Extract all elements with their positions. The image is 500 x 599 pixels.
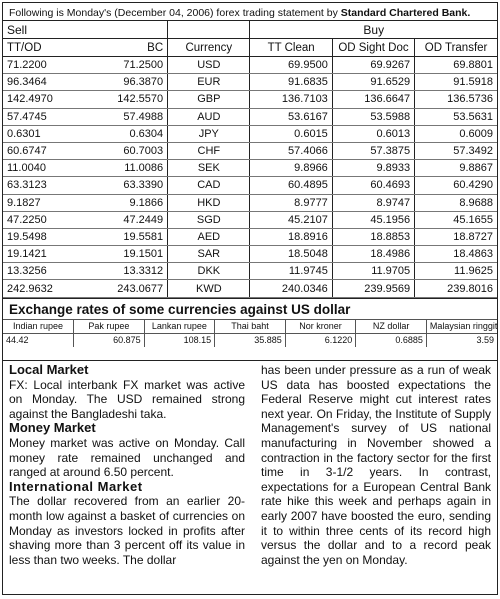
table-cell: 239.8016	[415, 280, 497, 297]
column-header: OD Sight Doc	[332, 39, 414, 57]
table-row	[3, 108, 497, 125]
money-market-heading: Money Market	[9, 420, 96, 436]
table-cell: 18.4986	[332, 246, 414, 263]
table-cell: 45.1655	[415, 211, 497, 228]
table-row	[3, 91, 497, 108]
table-cell: AUD	[168, 108, 250, 125]
table-cell: EUR	[168, 74, 250, 91]
table-cell: 9.8867	[415, 160, 497, 177]
table-cell: 243.0677	[85, 280, 167, 297]
forex-statement	[2, 2, 498, 595]
table-cell: 9.1866	[85, 194, 167, 211]
international-market-continuation: has been under pressure as a run of weak US data has boosted expectations the Federal Reserve might cut interest rates next year. On Friday, the Institute of Supply Management's survey of US national manufacturing in November showed a contraction in the factory sector for the first time in 3-1/2 years. In contrast, expectations for a European Central Bank rate hike this week and perhaps again in early 2007 have boosted the euro, sending it to within three cents of its record high versus the dollar and to a record peak against the yen on Monday.	[261, 363, 491, 567]
exchange-rates-title: Exchange rates of some currencies against US dollar	[3, 298, 497, 319]
table-cell: DKK	[168, 263, 250, 280]
table-cell: 19.1501	[85, 246, 167, 263]
exchange-currency-label: Pak rupee	[74, 319, 145, 333]
table-cell: 0.6013	[332, 125, 414, 142]
table-cell: 13.3256	[3, 263, 85, 280]
exchange-currency-label: Lankan rupee	[144, 319, 215, 333]
table-cell: 11.0040	[3, 160, 85, 177]
table-cell: 47.2449	[85, 211, 167, 228]
table-cell: 53.6167	[250, 108, 332, 125]
table-cell: 63.3390	[85, 177, 167, 194]
exchange-rate-value: 44.42	[3, 333, 74, 347]
exchange-value-row	[3, 333, 497, 347]
exchange-rate-value: 3.59	[426, 333, 497, 347]
forex-table-body	[3, 57, 497, 298]
table-cell: 9.1827	[3, 194, 85, 211]
table-cell: 19.5581	[85, 228, 167, 245]
exchange-currency-label: Nor kroner	[285, 319, 356, 333]
table-cell: 0.6009	[415, 125, 497, 142]
table-cell: 18.8853	[332, 228, 414, 245]
exchange-rates-table	[3, 319, 497, 347]
exchange-rate-value: 0.6885	[356, 333, 427, 347]
table-cell: 47.2250	[3, 211, 85, 228]
table-cell: SGD	[168, 211, 250, 228]
table-row	[3, 211, 497, 228]
exchange-currency-label: Malaysian ringgit	[426, 319, 497, 333]
table-cell: 57.3875	[332, 142, 414, 159]
exchange-currency-label: NZ dollar	[356, 319, 427, 333]
table-row	[3, 263, 497, 280]
table-cell: 45.2107	[250, 211, 332, 228]
table-cell: 11.9745	[250, 263, 332, 280]
table-cell: 11.9705	[332, 263, 414, 280]
table-cell: 60.6747	[3, 142, 85, 159]
forex-table	[3, 21, 497, 298]
table-row	[3, 177, 497, 194]
table-cell: 142.5570	[85, 91, 167, 108]
table-cell: 0.6301	[3, 125, 85, 142]
table-cell: 57.4066	[250, 142, 332, 159]
table-cell: 71.2200	[3, 57, 85, 74]
sell-buy-header-row	[3, 21, 497, 39]
table-cell: 69.8801	[415, 57, 497, 74]
table-cell: 18.5048	[250, 246, 332, 263]
table-cell: GBP	[168, 91, 250, 108]
news-right-column	[261, 363, 491, 567]
table-cell: 57.3492	[415, 142, 497, 159]
table-cell: 142.4970	[3, 91, 85, 108]
table-cell: 11.9625	[415, 263, 497, 280]
table-row	[3, 57, 497, 74]
table-cell: SAR	[168, 246, 250, 263]
bank-name: Standard Chartered Bank.	[340, 7, 471, 19]
table-cell: 18.8916	[250, 228, 332, 245]
table-cell: 136.7103	[250, 91, 332, 108]
table-cell: 8.9777	[250, 194, 332, 211]
table-cell: 91.6529	[332, 74, 414, 91]
table-cell: 8.9747	[332, 194, 414, 211]
table-cell: 0.6304	[85, 125, 167, 142]
table-cell: JPY	[168, 125, 250, 142]
sell-label: Sell	[3, 21, 168, 39]
table-cell: 63.3123	[3, 177, 85, 194]
money-market-text: Money market was active on Monday. Call money rate remained unchanged and ranged at around 6.50 percent.	[9, 435, 245, 480]
table-cell: CAD	[168, 177, 250, 194]
exchange-rate-value: 60.875	[74, 333, 145, 347]
table-cell: 91.6835	[250, 74, 332, 91]
table-cell: 240.0346	[250, 280, 332, 297]
header-text: Following is Monday's (December 04, 2006) forex trading statement by	[9, 7, 338, 19]
table-cell: 0.6015	[250, 125, 332, 142]
table-cell: 69.9267	[332, 57, 414, 74]
table-cell: SEK	[168, 160, 250, 177]
table-cell: 11.0086	[85, 160, 167, 177]
table-cell: 69.9500	[250, 57, 332, 74]
exchange-currency-label: Indian rupee	[3, 319, 74, 333]
column-header: OD Transfer	[415, 39, 497, 57]
exchange-rate-value: 108.15	[144, 333, 215, 347]
table-cell: 136.5736	[415, 91, 497, 108]
table-row	[3, 246, 497, 263]
table-row	[3, 125, 497, 142]
table-cell: 9.8933	[332, 160, 414, 177]
table-cell: 53.5988	[332, 108, 414, 125]
local-market-heading: Local Market	[9, 362, 89, 377]
news-left-column	[9, 363, 245, 567]
buy-label: Buy	[250, 21, 497, 39]
table-row	[3, 142, 497, 159]
table-cell: 57.4988	[85, 108, 167, 125]
table-cell: 242.9632	[3, 280, 85, 297]
column-header: TT Clean	[250, 39, 332, 57]
blank-cell	[168, 21, 250, 39]
table-cell: 239.9569	[332, 280, 414, 297]
table-cell: 53.5631	[415, 108, 497, 125]
table-cell: 18.4863	[415, 246, 497, 263]
table-cell: 19.1421	[3, 246, 85, 263]
table-cell: 45.1956	[332, 211, 414, 228]
statement-header	[3, 3, 497, 21]
international-market-heading: International Market	[9, 478, 143, 494]
table-cell: 19.5498	[3, 228, 85, 245]
column-header: TT/OD	[3, 39, 85, 57]
exchange-currency-label: Thai baht	[215, 319, 286, 333]
table-row	[3, 228, 497, 245]
table-cell: 136.6647	[332, 91, 414, 108]
table-cell: 96.3464	[3, 74, 85, 91]
table-cell: 13.3312	[85, 263, 167, 280]
market-news	[3, 360, 497, 595]
table-cell: 57.4745	[3, 108, 85, 125]
table-cell: AED	[168, 228, 250, 245]
column-header: BC	[85, 39, 167, 57]
table-cell: 9.8966	[250, 160, 332, 177]
table-cell: 96.3870	[85, 74, 167, 91]
column-header: Currency	[168, 39, 250, 57]
table-cell: USD	[168, 57, 250, 74]
table-cell: 60.4895	[250, 177, 332, 194]
local-market-text: FX: Local interbank FX market was active on Monday. The USD remained strong against the Bangladeshi taka.	[9, 377, 245, 421]
table-cell: 71.2500	[85, 57, 167, 74]
exchange-header-row	[3, 319, 497, 333]
table-row	[3, 160, 497, 177]
table-cell: HKD	[168, 194, 250, 211]
table-cell: 60.7003	[85, 142, 167, 159]
international-market-text: The dollar recovered from an earlier 20-month low against a basket of currencies on Monday as investors locked in profits after shaving more than 3 percent off its value in less than two weeks. The dollar	[9, 494, 245, 567]
table-cell: 60.4693	[332, 177, 414, 194]
table-row	[3, 280, 497, 297]
table-row	[3, 194, 497, 211]
exchange-rate-value: 35.885	[215, 333, 286, 347]
table-row	[3, 74, 497, 91]
table-cell: 18.8727	[415, 228, 497, 245]
table-cell: 8.9688	[415, 194, 497, 211]
table-cell: 60.4290	[415, 177, 497, 194]
table-cell: CHF	[168, 142, 250, 159]
table-cell: KWD	[168, 280, 250, 297]
exchange-rate-value: 6.1220	[285, 333, 356, 347]
column-header-row	[3, 39, 497, 57]
table-cell: 91.5918	[415, 74, 497, 91]
